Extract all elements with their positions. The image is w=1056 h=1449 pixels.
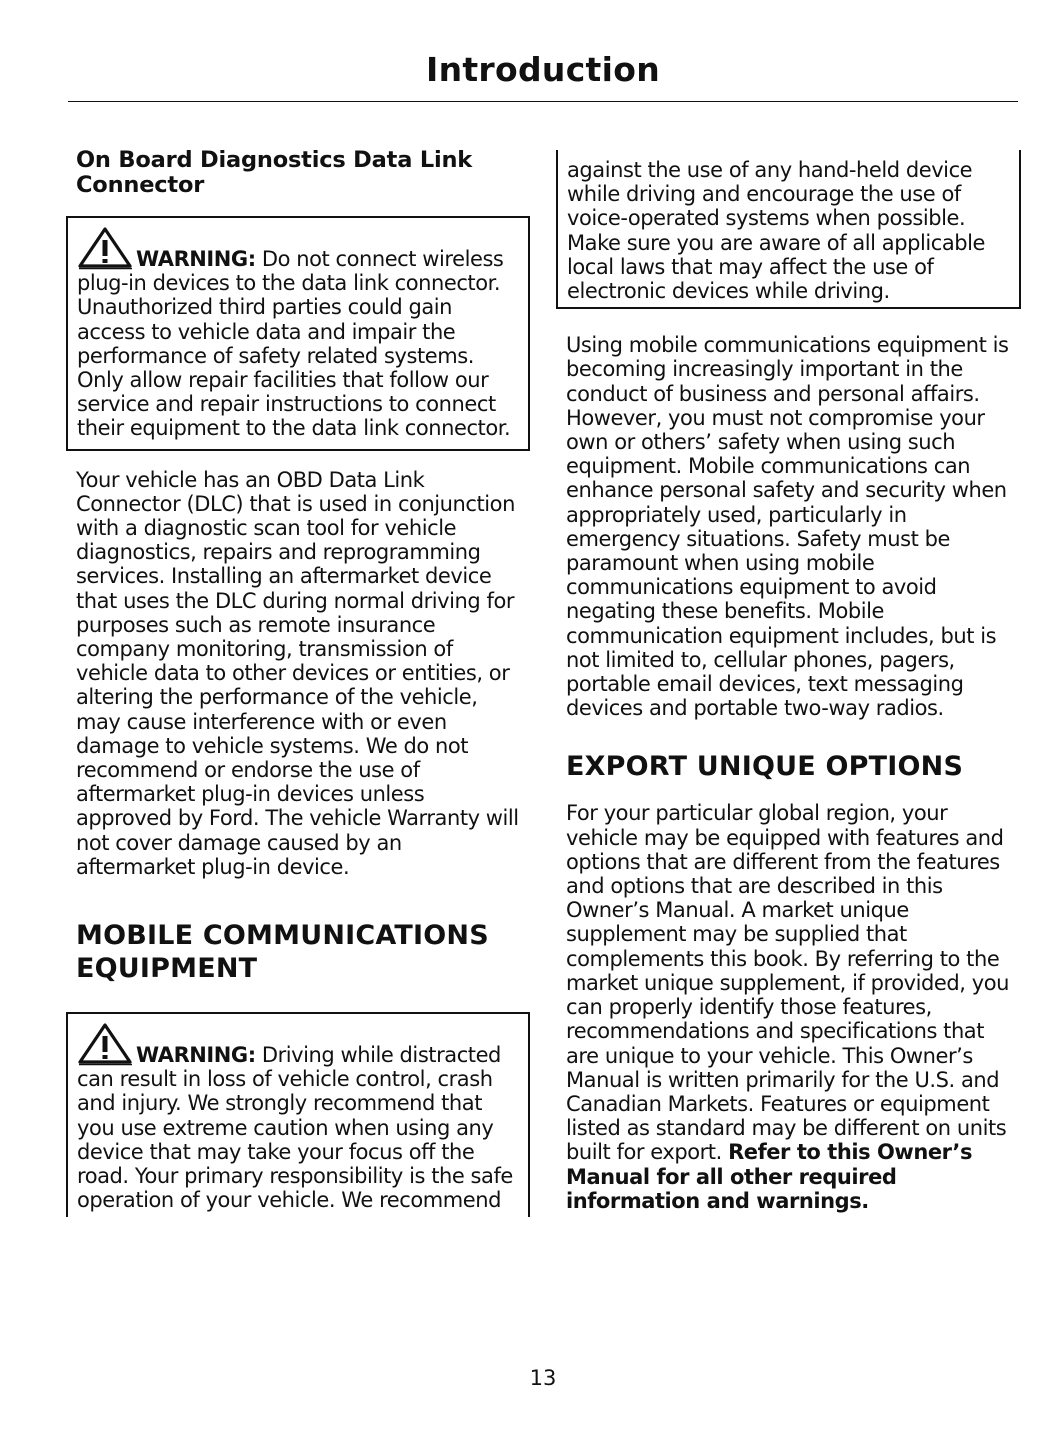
export-paragraph-bold: Refer to this Owner’s Manual for all other required information and warnings.	[566, 1140, 973, 1213]
obd-heading: On Board Diagnostics Data Link Connector	[76, 147, 473, 198]
export-paragraph	[556, 801, 1021, 1212]
obd-warning-text: Do not connect wireless plug-in devices to the data link connector. Unauthorized third parties could gain access to vehicle data and impair the performance of safety related systems. Only allow repair facilities that follow our service and repair instructions to connect their equipment to the data link connector.	[77, 247, 511, 441]
mobile-warning-box-continued	[556, 150, 1021, 309]
warning-triangle-icon	[77, 226, 133, 270]
export-heading: EXPORT UNIQUE OPTIONS	[566, 751, 964, 783]
right-column	[556, 150, 1021, 1213]
page-title: Introduction	[425, 50, 661, 89]
mobile-heading: MOBILE COMMUNICATIONS EQUIPMENT	[76, 920, 489, 985]
mobile-warning-text-2: against the use of any hand-held device while driving and encourage the use of voice-operated systems when possible. Make sure you are aware of all applicable local laws that may affect the use of electronic devices while driving.	[567, 158, 985, 304]
left-column	[66, 148, 530, 1217]
warning-label: WARNING:	[136, 247, 256, 271]
title-divider	[68, 101, 1018, 102]
export-paragraph-text: For your particular global region, your vehicle may be equipped with features and options that are different from the features and options that are described in this Owner’s Manual. A market unique supplement may be supplied that complements this book. By referring to the market unique supplement, if provided, you can properly identify those features, recommendations and specifications that are unique to your vehicle. This Owner’s Manual is written primarily for the U.S. and Canadian Markets. Features or equipment listed as standard may be different on units built for export.	[566, 801, 1009, 1165]
obd-warning-box	[66, 216, 530, 451]
mobile-warning-text-1: Driving while distracted can result in loss of vehicle control, crash and injury. We strongly recommend that you use extreme caution when using any device that may take your focus off the road. Your primary responsibility is the safe operation of your vehicle. We recommend	[77, 1043, 513, 1213]
obd-paragraph: Your vehicle has an OBD Data Link Connector (DLC) that is used in conjunction with a diagnostic scan tool for vehicle diagnostics, repairs and reprogramming services. Installing an aftermarket device that uses the DLC during normal driving for purposes such as remote insurance company monitoring, transmission of vehicle data to other devices or entities, or altering the performance of the vehicle, may cause interference with or even damage to vehicle systems. We do not recommend or endorse the use of aftermarket plug-in devices unless approved by Ford. The vehicle Warranty will not cover damage caused by an aftermarket plug-in device.	[76, 467, 519, 879]
mobile-paragraph: Using mobile communications equipment is becoming increasingly important in the conduct of business and personal affairs. However, you must not compromise your own or others’ safety when using such equipment. Mobile communications can enhance personal safety and security when appropriately used, particularly in emergency situations. Safety must be paramount when using mobile communications equipment to avoid negating these benefits. Mobile communication equipment includes, but is not limited to, cellular phones, pagers, portable email devices, text messaging devices and portable two-way radios.	[566, 333, 1009, 721]
mobile-warning-box	[66, 1012, 530, 1216]
warning-label: WARNING:	[136, 1043, 256, 1068]
page-number: 13	[529, 1366, 557, 1390]
warning-triangle-icon	[77, 1022, 133, 1066]
